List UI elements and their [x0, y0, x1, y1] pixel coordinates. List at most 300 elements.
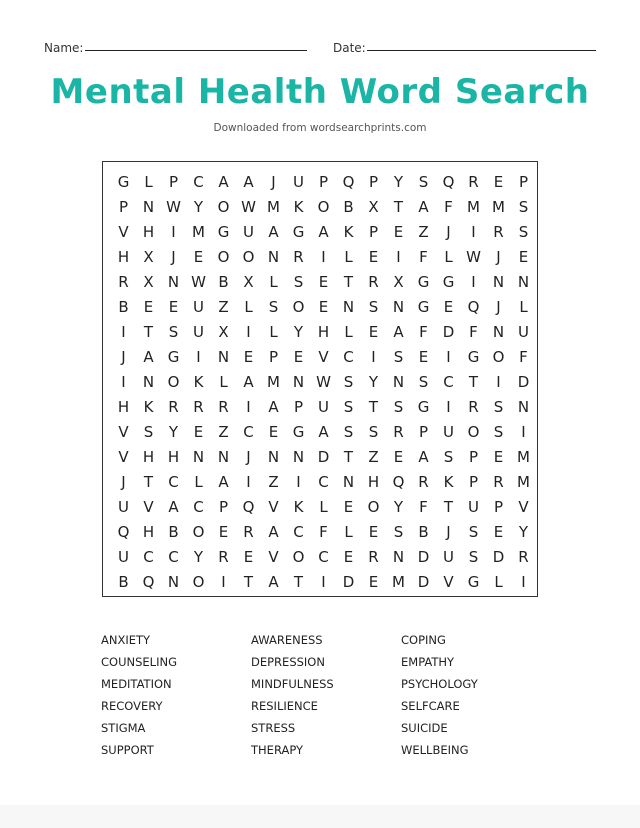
grid-letter: V [518, 497, 529, 516]
grid-letter: G [417, 397, 430, 416]
grid-letter: A [268, 222, 279, 241]
grid-letter: M [192, 222, 205, 241]
grid-letter: O [492, 347, 505, 366]
grid-letter: E [243, 347, 254, 366]
grid-letter: D [492, 547, 505, 566]
grid-letter: P [118, 197, 129, 216]
grid-letter: T [143, 322, 154, 341]
grid-letter: H [167, 447, 180, 466]
word-list-item: RECOVERY [101, 699, 163, 713]
grid-letter: J [496, 297, 501, 316]
grid-letter: C [343, 347, 354, 366]
grid-letter: I [521, 422, 526, 441]
grid-letter: U [118, 497, 129, 516]
grid-letter: L [344, 322, 353, 341]
grid-letter: L [519, 297, 528, 316]
grid-letter: B [168, 522, 179, 541]
grid-letter: S [393, 347, 404, 366]
grid-letter: X [243, 272, 254, 291]
name-label: Name: [44, 41, 84, 55]
grid-letter: X [143, 247, 154, 266]
grid-letter: Q [142, 572, 155, 591]
grid-letter: J [446, 522, 451, 541]
grid-letter: N [392, 297, 405, 316]
grid-letter: S [418, 172, 429, 191]
word-list-item: MINDFULNESS [251, 677, 334, 691]
grid-letter: Z [268, 472, 279, 491]
grid-letter: P [168, 172, 179, 191]
grid-letter: T [368, 397, 379, 416]
grid-letter: A [243, 372, 254, 391]
grid-letter: A [268, 522, 279, 541]
grid-letter: J [271, 172, 276, 191]
grid-letter: U [518, 322, 529, 341]
grid-letter: C [168, 547, 179, 566]
grid-letter: E [368, 522, 379, 541]
grid-letter: R [368, 547, 379, 566]
grid-letter: F [469, 322, 478, 341]
grid-letter: R [393, 422, 404, 441]
word-list-item: PSYCHOLOGY [401, 677, 478, 691]
word-list-item: SUICIDE [401, 721, 448, 735]
grid-letter: H [317, 322, 330, 341]
grid-letter: N [292, 372, 305, 391]
grid-letter: L [244, 297, 253, 316]
grid-letter: S [518, 222, 529, 241]
word-list-item: MEDITATION [101, 677, 172, 691]
grid-letter: A [418, 197, 429, 216]
grid-letter: X [218, 322, 229, 341]
grid-letter: L [269, 322, 278, 341]
grid-letter: V [118, 447, 129, 466]
grid-letter: J [171, 247, 176, 266]
grid-letter: L [319, 497, 328, 516]
grid-letter: A [218, 472, 229, 491]
grid-letter: F [419, 322, 428, 341]
grid-letter: I [446, 397, 451, 416]
grid-letter: E [493, 172, 504, 191]
grid-letter: T [243, 572, 254, 591]
grid-letter: Y [368, 372, 379, 391]
grid-letter: I [521, 572, 526, 591]
word-list-item: COUNSELING [101, 655, 177, 669]
grid-letter: A [268, 397, 279, 416]
grid-letter: E [343, 497, 354, 516]
grid-letter: J [246, 447, 251, 466]
grid-letter: R [293, 247, 304, 266]
grid-letter: E [493, 522, 504, 541]
grid-letter: S [518, 197, 529, 216]
grid-letter: L [269, 272, 278, 291]
grid-letter: G [442, 272, 455, 291]
grid-letter: S [393, 522, 404, 541]
grid-letter: Y [293, 322, 304, 341]
word-list-item: COPING [401, 633, 446, 647]
grid-letter: S [468, 522, 479, 541]
grid-letter: S [368, 422, 379, 441]
grid-letter: R [518, 547, 529, 566]
grid-letter: U [243, 222, 254, 241]
grid-letter: L [194, 472, 203, 491]
grid-letter: W [241, 197, 256, 216]
grid-letter: B [218, 272, 229, 291]
word-list-item: AWARENESS [251, 633, 323, 647]
grid-letter: I [321, 572, 326, 591]
grid-letter: R [493, 222, 504, 241]
grid-letter: E [368, 247, 379, 266]
grid-letter: R [218, 397, 229, 416]
grid-letter: G [467, 347, 480, 366]
grid-letter: Q [442, 172, 455, 191]
grid-letter: K [143, 397, 154, 416]
grid-letter: L [494, 572, 503, 591]
grid-letter: R [468, 172, 479, 191]
grid-letter: Y [193, 547, 204, 566]
grid-letter: G [467, 572, 480, 591]
grid-letter: I [321, 247, 326, 266]
grid-letter: G [292, 222, 305, 241]
footer-band [0, 805, 640, 828]
grid-letter: B [118, 297, 129, 316]
word-list-item: ANXIETY [101, 633, 151, 647]
grid-letter: N [267, 247, 280, 266]
puzzle-grid-box [102, 161, 538, 597]
grid-letter: D [342, 572, 355, 591]
grid-letter: R [218, 547, 229, 566]
grid-letter: G [217, 222, 230, 241]
grid-letter: T [343, 447, 354, 466]
word-list-item: SELFCARE [401, 699, 460, 713]
grid-letter: C [193, 497, 204, 516]
grid-letter: C [193, 172, 204, 191]
grid-letter: U [443, 547, 454, 566]
grid-letter: D [442, 322, 455, 341]
grid-letter: U [193, 297, 204, 316]
grid-letter: E [318, 297, 329, 316]
grid-letter: X [143, 272, 154, 291]
grid-letter: L [144, 172, 153, 191]
grid-letter: M [517, 447, 530, 466]
grid-letter: S [393, 397, 404, 416]
grid-letter: Q [242, 497, 255, 516]
grid-letter: N [517, 397, 530, 416]
grid-letter: A [418, 447, 429, 466]
grid-letter: N [492, 322, 505, 341]
grid-letter: C [243, 422, 254, 441]
grid-letter: P [468, 472, 479, 491]
grid-letter: H [142, 447, 155, 466]
grid-letter: D [317, 447, 330, 466]
grid-letter: S [343, 372, 354, 391]
grid-letter: N [192, 447, 205, 466]
grid-letter: Y [168, 422, 179, 441]
grid-letter: I [396, 247, 401, 266]
grid-letter: E [193, 247, 204, 266]
word-list-item: RESILIENCE [251, 699, 318, 713]
grid-letter: Y [393, 172, 404, 191]
grid-letter: E [143, 297, 154, 316]
name-line [85, 50, 307, 51]
grid-letter: I [296, 472, 301, 491]
grid-letter: N [142, 372, 155, 391]
grid-letter: S [418, 372, 429, 391]
grid-letter: F [444, 197, 453, 216]
grid-letter: Y [193, 197, 204, 216]
grid-letter: Z [218, 297, 229, 316]
grid-letter: O [292, 297, 305, 316]
grid-letter: S [493, 397, 504, 416]
grid-letter: O [242, 247, 255, 266]
grid-letter: E [493, 447, 504, 466]
grid-letter: C [318, 547, 329, 566]
grid-letter: V [143, 497, 154, 516]
grid-letter: A [318, 422, 329, 441]
grid-letter: P [368, 222, 379, 241]
grid-letter: E [318, 272, 329, 291]
grid-letter: R [168, 397, 179, 416]
grid-letter: I [371, 347, 376, 366]
grid-letter: I [221, 572, 226, 591]
grid-letter: W [191, 272, 206, 291]
grid-letter: V [268, 497, 279, 516]
grid-letter: C [293, 522, 304, 541]
grid-letter: F [419, 497, 428, 516]
grid-letter: H [142, 222, 155, 241]
date-line [367, 50, 596, 51]
grid-letter: O [367, 497, 380, 516]
grid-letter: Q [117, 522, 130, 541]
grid-letter: C [168, 472, 179, 491]
grid-letter: E [393, 222, 404, 241]
grid-letter: F [419, 247, 428, 266]
grid-letter: L [444, 247, 453, 266]
grid-letter: R [243, 522, 254, 541]
grid-letter: L [219, 372, 228, 391]
grid-letter: V [118, 422, 129, 441]
grid-letter: E [293, 347, 304, 366]
grid-letter: V [268, 547, 279, 566]
grid-letter: G [417, 272, 430, 291]
grid-letter: O [292, 547, 305, 566]
grid-letter: G [292, 422, 305, 441]
grid-letter: O [217, 247, 230, 266]
grid-letter: S [493, 422, 504, 441]
grid-letter: L [344, 522, 353, 541]
grid-letter: G [117, 172, 130, 191]
grid-letter: S [268, 297, 279, 316]
grid-letter: J [496, 247, 501, 266]
grid-letter: T [393, 197, 404, 216]
grid-letter: V [443, 572, 454, 591]
grid-letter: I [446, 347, 451, 366]
grid-letter: M [392, 572, 405, 591]
grid-letter: N [342, 472, 355, 491]
grid-letter: U [293, 172, 304, 191]
grid-letter: P [293, 397, 304, 416]
grid-letter: U [193, 322, 204, 341]
grid-letter: O [192, 572, 205, 591]
grid-letter: U [468, 497, 479, 516]
grid-letter: Y [518, 522, 529, 541]
grid-letter: X [368, 197, 379, 216]
grid-letter: R [468, 397, 479, 416]
grid-letter: N [342, 297, 355, 316]
grid-letter: A [393, 322, 404, 341]
date-label: Date: [333, 41, 366, 55]
grid-letter: I [121, 322, 126, 341]
grid-letter: Q [392, 472, 405, 491]
grid-letter: M [267, 197, 280, 216]
grid-letter: M [267, 372, 280, 391]
grid-letter: E [368, 572, 379, 591]
grid-letter: I [246, 472, 251, 491]
grid-letter: I [246, 397, 251, 416]
word-list-item: STIGMA [101, 721, 146, 735]
grid-letter: H [142, 522, 155, 541]
grid-letter: C [443, 372, 454, 391]
source-note: Downloaded from wordsearchprints.com [213, 122, 427, 134]
grid-letter: R [193, 397, 204, 416]
grid-letter: Z [368, 447, 379, 466]
grid-letter: E [518, 247, 529, 266]
grid-letter: R [368, 272, 379, 291]
grid-letter: E [343, 547, 354, 566]
grid-letter: B [343, 197, 354, 216]
grid-letter: Q [342, 172, 355, 191]
grid-letter: E [218, 522, 229, 541]
grid-letter: G [167, 347, 180, 366]
word-list-item: SUPPORT [101, 743, 154, 757]
grid-letter: K [443, 472, 454, 491]
grid-letter: H [117, 397, 130, 416]
grid-letter: I [121, 372, 126, 391]
word-list-item: STRESS [251, 721, 296, 735]
grid-letter: N [167, 272, 180, 291]
grid-letter: S [368, 297, 379, 316]
grid-letter: S [293, 272, 304, 291]
grid-letter: N [217, 347, 230, 366]
grid-letter: D [417, 572, 430, 591]
grid-letter: C [318, 472, 329, 491]
grid-letter: K [293, 497, 304, 516]
grid-letter: N [492, 272, 505, 291]
grid-letter: M [492, 197, 505, 216]
grid-letter: T [343, 272, 354, 291]
grid-letter: I [471, 222, 476, 241]
grid-letter: S [443, 447, 454, 466]
word-list-item: EMPATHY [401, 655, 455, 669]
grid-letter: U [443, 422, 454, 441]
word-list-item: DEPRESSION [251, 655, 325, 669]
grid-letter: H [367, 472, 380, 491]
grid-letter: J [446, 222, 451, 241]
word-list-item: THERAPY [251, 743, 304, 757]
grid-letter: R [418, 472, 429, 491]
grid-letter: T [468, 372, 479, 391]
grid-letter: K [343, 222, 354, 241]
grid-letter: S [168, 322, 179, 341]
grid-letter: W [166, 197, 181, 216]
grid-letter: X [393, 272, 404, 291]
grid-letter: P [493, 497, 504, 516]
grid-letter: A [243, 172, 254, 191]
grid-letter: S [343, 422, 354, 441]
grid-letter: N [267, 447, 280, 466]
grid-letter: N [292, 447, 305, 466]
grid-letter: D [417, 547, 430, 566]
grid-letter: E [418, 347, 429, 366]
grid-letter: J [121, 347, 126, 366]
page-title: Mental Health Word Search [50, 72, 590, 112]
grid-letter: R [118, 272, 129, 291]
grid-letter: S [468, 547, 479, 566]
grid-letter: E [443, 297, 454, 316]
grid-letter: E [168, 297, 179, 316]
grid-letter: E [368, 322, 379, 341]
grid-letter: N [167, 572, 180, 591]
grid-letter: A [218, 172, 229, 191]
grid-letter: E [393, 447, 404, 466]
grid-letter: W [316, 372, 331, 391]
grid-letter: U [318, 397, 329, 416]
grid-letter: O [192, 522, 205, 541]
grid-letter: I [471, 272, 476, 291]
grid-letter: H [117, 247, 130, 266]
grid-letter: I [246, 322, 251, 341]
grid-letter: D [517, 372, 530, 391]
grid-letter: Y [393, 497, 404, 516]
grid-letter: E [193, 422, 204, 441]
grid-letter: P [368, 172, 379, 191]
grid-letter: N [517, 272, 530, 291]
grid-letter: T [143, 472, 154, 491]
grid-letter: P [468, 447, 479, 466]
grid-letter: Q [467, 297, 480, 316]
word-list-item: WELLBEING [401, 743, 469, 757]
grid-letter: U [118, 547, 129, 566]
grid-letter: R [493, 472, 504, 491]
grid-letter: M [467, 197, 480, 216]
grid-letter: V [118, 222, 129, 241]
puzzle-grid [111, 169, 536, 594]
grid-letter: A [168, 497, 179, 516]
grid-letter: L [344, 247, 353, 266]
grid-letter: P [318, 172, 329, 191]
grid-letter: O [167, 372, 180, 391]
grid-letter: A [268, 572, 279, 591]
grid-letter: T [293, 572, 304, 591]
grid-letter: S [143, 422, 154, 441]
grid-letter: P [218, 497, 229, 516]
grid-letter: O [317, 197, 330, 216]
grid-letter: Z [218, 422, 229, 441]
grid-letter: Z [418, 222, 429, 241]
grid-letter: N [217, 447, 230, 466]
grid-letter: I [196, 347, 201, 366]
grid-letter: S [343, 397, 354, 416]
grid-letter: E [243, 547, 254, 566]
grid-letter: I [496, 372, 501, 391]
grid-letter: N [392, 547, 405, 566]
grid-letter: P [518, 172, 529, 191]
grid-letter: F [319, 522, 328, 541]
grid-letter: O [217, 197, 230, 216]
grid-letter: M [517, 472, 530, 491]
grid-letter: W [466, 247, 481, 266]
grid-letter: F [519, 347, 528, 366]
grid-letter: C [143, 547, 154, 566]
grid-letter: O [467, 422, 480, 441]
